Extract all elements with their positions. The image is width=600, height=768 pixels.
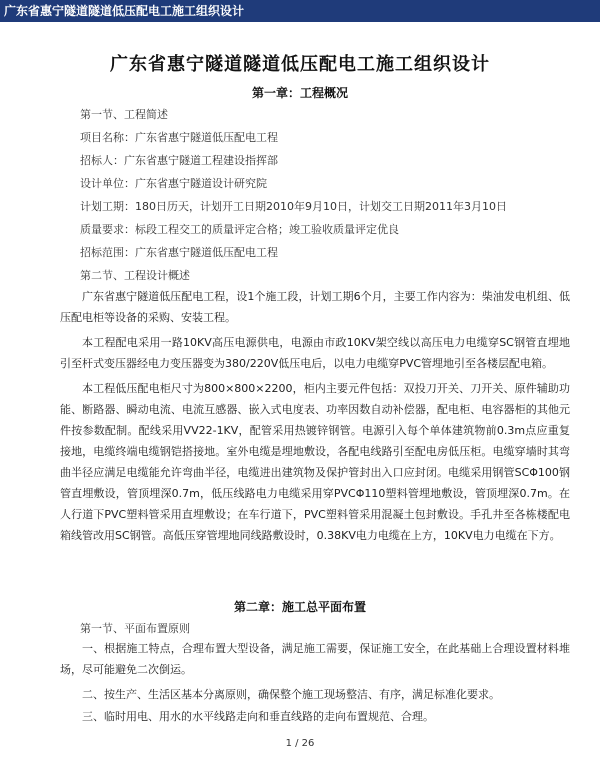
principle-item-3: 三、临时用电、用水的水平线路走向和垂直线路的走向布置规范、合理。 xyxy=(82,710,434,723)
section2-heading: 第二节、工程设计概述 xyxy=(80,269,190,282)
designer: 设计单位：广东省惠宁隧道设计研究院 xyxy=(80,177,267,190)
paragraph-1: 广东省惠宁隧道低压配电工程，设1个施工段，计划工期6个月，主要工作内容为：柴油发电机组、低压配电柜等设备的采购、安装工程。 xyxy=(60,290,570,324)
quality-requirement: 质量要求：标段工程交工的质量评定合格；竣工验收质量评定优良 xyxy=(80,223,399,236)
chapter1-heading: 第一章：工程概况 xyxy=(251,86,348,100)
tenderer: 招标人：广东省惠宁隧道工程建设指挥部 xyxy=(80,154,278,167)
chapter2-heading: 第二章：施工总平面布置 xyxy=(233,600,366,614)
chapter2-section1-heading: 第一节、平面布置原则 xyxy=(80,622,190,635)
document-page xyxy=(0,22,600,768)
principle-item-1: 一、根据施工特点，合理布置大型设备，满足施工需要，保证施工安全，在此基础上合理设置材料堆场，尽可能避免二次倒运。 xyxy=(60,642,570,676)
paragraph-2: 本工程配电采用一路10KV高压电源供电，电源由市政10KV架空线以高压电力电缆穿SC钢管直埋地引至杆式变压器经电力变压器变为380/220V低压电后，以电力电缆穿PVC管埋地引至各楼层配电箱。 xyxy=(60,336,570,370)
duration: 计划工期：180日历天，计划开工日期2010年9月10日，计划交工日期2011年3月10日 xyxy=(80,200,507,213)
paragraph-3: 本工程低压配电柜尺寸为800×800×2200，柜内主要元件包括：双投刀开关、刀开关、原件辅助功能、断路器、瞬动电流、电流互感器、嵌入式电度表、功率因数自动补偿器，配电柜、电容器柜的其他元件按参数配制。配线采用VV22-1KV，配管采用热镀锌钢管。电源引入每个单体建筑物前0.3m点应重复接地，电缆终端电缆钢铠搭接地。室外电缆是埋地敷设，各配电线路引至配电房低压柜。电缆穿墙时其弯曲半径应满足电缆能允许弯曲半径，电缆进出建筑物及保护管封出入口应封闭。电缆采用钢管SCΦ100钢管直埋敷设，管顶埋深0.7m，低压线路电力电缆采用穿PVCΦ110塑料管埋地敷设，管顶埋深0.7m。在人行道下PVC塑料管采用直埋敷设；在车行道下，PVC塑料管采用混凝土包封敷设。手孔井至各栋楼配电箱线管改用SC钢管。高低压穿管埋地同线路敷设时，0.38KV电力电缆在上方，10KV电力电缆在下方。 xyxy=(60,382,570,542)
project-name: 项目名称：广东省惠宁隧道低压配电工程 xyxy=(80,131,278,144)
document-title: 广东省惠宁隧道隧道低压配电工施工组织设计 xyxy=(110,54,490,75)
page-number: 1 / 26 xyxy=(285,738,315,749)
principle-item-2: 二、按生产、生活区基本分离原则，确保整个施工现场整洁、有序，满足标准化要求。 xyxy=(82,688,500,701)
document-header-bar: 广东省惠宁隧道隧道低压配电工施工组织设计 xyxy=(0,0,600,22)
tender-scope: 招标范围：广东省惠宁隧道低压配电工程 xyxy=(80,246,278,259)
section1-heading: 第一节、工程简述 xyxy=(80,108,168,121)
